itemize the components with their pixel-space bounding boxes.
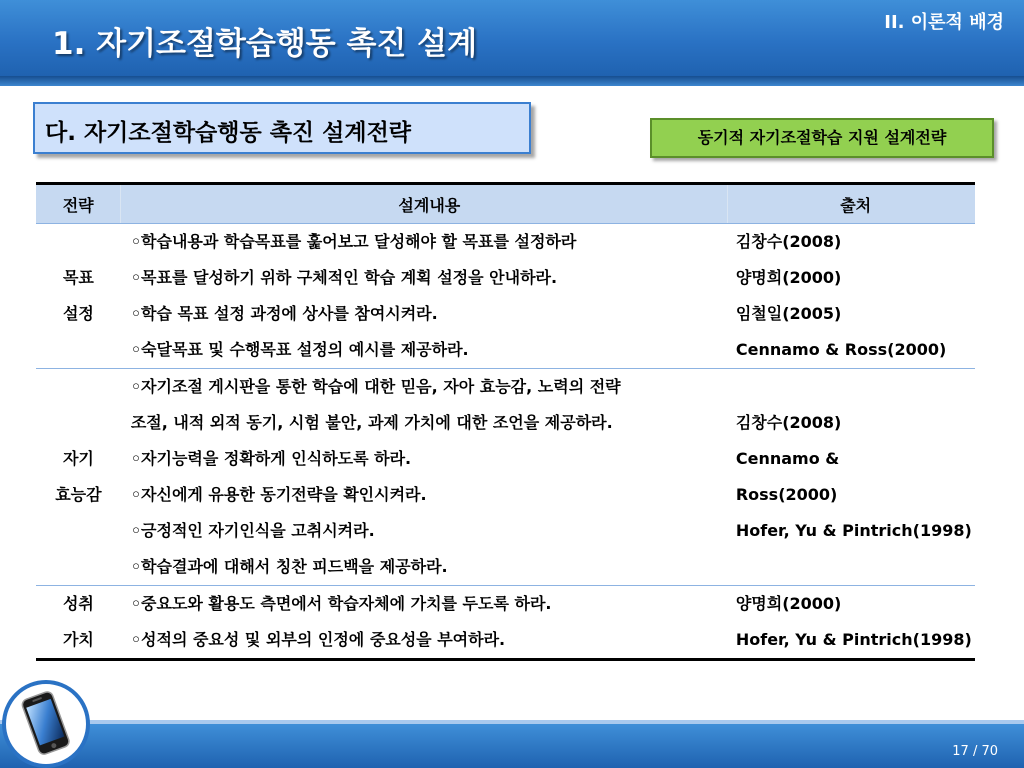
category-cell: [36, 224, 121, 369]
strategy-tag: 동기적 자기조절학습 지원 설계전략: [650, 118, 994, 158]
footer-band: [0, 724, 1024, 768]
subtitle-text: 다. 자기조절학습행동 촉진 설계전략: [45, 120, 412, 146]
source-line: [736, 369, 975, 405]
source-line: 임철일(2005): [735, 304, 842, 323]
source-line: Cennamo &: [735, 449, 840, 468]
category-cell: [36, 586, 121, 660]
source-cell: [728, 369, 975, 586]
table-row: [36, 586, 975, 660]
category-label: 효능감: [55, 485, 102, 504]
category-cell: [36, 369, 121, 586]
source-line: Ross(2000): [735, 485, 838, 504]
content-cell: [121, 224, 728, 369]
header-source: 출처: [728, 184, 975, 224]
content-line: ◦학습내용과 학습목표를 훑어보고 달성해야 할 목표를 설정하라: [130, 232, 577, 251]
smartphone-icon: [6, 684, 86, 764]
table-row: [36, 224, 975, 369]
strategy-table: [36, 182, 975, 661]
category-label: 설정: [62, 304, 94, 323]
slide-title: 1. 자기조절학습행동 촉진 설계: [52, 26, 478, 62]
source-cell: [728, 586, 975, 660]
category-label: 성취: [62, 594, 94, 613]
source-line: [736, 549, 975, 585]
source-cell: [728, 224, 975, 369]
content-line: ◦성적의 중요성 및 외부의 인정에 중요성을 부여하라.: [130, 630, 506, 649]
content-line: ◦자신에게 유용한 동기전략을 확인시켜라.: [130, 485, 427, 504]
content-line: ◦목표를 달성하기 위하 구체적인 학습 계획 설정을 안내하라.: [130, 268, 558, 287]
header-underline: [0, 76, 1024, 86]
content-line: 조절, 내적 외적 동기, 시험 불안, 과제 가치에 대한 조언을 제공하라.: [130, 413, 613, 432]
source-line: 양명희(2000): [735, 268, 842, 287]
header-strategy: 전략: [36, 184, 121, 224]
subtitle-box: [33, 102, 531, 154]
content-line: ◦학습 목표 설정 과정에 상사를 참여시켜라.: [130, 304, 438, 323]
category-label: 목표: [62, 268, 94, 287]
content-cell: [121, 369, 728, 586]
table-header-row: [36, 184, 975, 224]
source-line: Hofer, Yu & Pintrich(1998): [735, 521, 972, 540]
table-row: [36, 369, 975, 586]
phone-badge: [2, 680, 90, 768]
content-line: ◦중요도와 활용도 측면에서 학습자체에 가치를 두도록 하라.: [130, 594, 552, 613]
page-number: 17 / 70: [952, 744, 998, 759]
content-line: ◦숙달목표 및 수행목표 설정의 예시를 제공하라.: [130, 340, 469, 359]
content-cell: [121, 586, 728, 660]
source-line: 양명희(2000): [735, 594, 842, 613]
source-line: Hofer, Yu & Pintrich(1998): [735, 630, 972, 649]
source-line: Cennamo & Ross(2000): [735, 340, 947, 359]
content-line: ◦긍정적인 자기인식을 고취시켜라.: [130, 521, 375, 540]
content-line: ◦학습결과에 대해서 칭찬 피드백을 제공하라.: [130, 557, 448, 576]
category-label: 자기: [62, 449, 94, 468]
source-line: 김창수(2008): [735, 232, 842, 251]
source-line: 김창수(2008): [735, 413, 842, 432]
category-label: 가치: [62, 630, 94, 649]
content-line: ◦자기능력을 정확하게 인식하도록 하라.: [130, 449, 412, 468]
section-label: II. 이론적 배경: [884, 12, 1004, 33]
header-content: 설계내용: [121, 184, 728, 224]
content-line: ◦자기조절 게시판을 통한 학습에 대한 믿음, 자아 효능감, 노력의 전략: [130, 377, 621, 396]
